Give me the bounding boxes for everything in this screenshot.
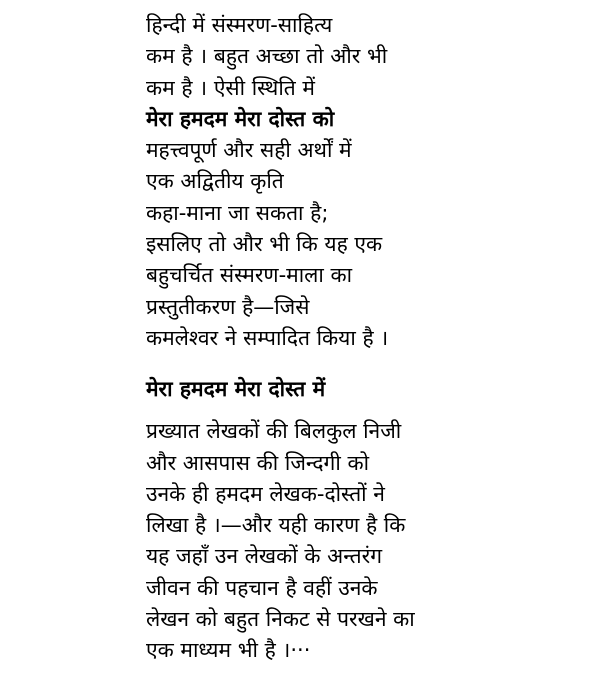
text-line: एक माध्यम भी है ।··· [146, 638, 311, 663]
text-line: लिखा है ।—और यही कारण है कि [146, 513, 406, 538]
text-line: कमलेश्वर ने सम्पादित किया है । [146, 325, 389, 350]
text-line: और आसपास की जिन्दगी को [146, 450, 370, 475]
text-line: कहा-माना जा सकता है; [146, 200, 329, 225]
text-line: कम है । ऐसी स्थिति में [146, 75, 315, 100]
text-line: लेखन को बहुत निकट से परखने का [146, 607, 415, 632]
text-line: प्रख्यात लेखकों की बिलकुल निजी [146, 419, 402, 444]
text-line: हिन्दी में संस्मरण-साहित्य [146, 13, 333, 37]
paragraph-2 [146, 374, 566, 667]
text-line: उनके ही हमदम लेखक-दोस्तों ने [146, 481, 385, 506]
heading-spacer [146, 405, 566, 416]
text-line: इसलिए तो और भी कि यह एक [146, 232, 383, 257]
text-line: एक अद्वितीय कृति [146, 169, 284, 194]
text-line: यह जहाँ उन लेखकों के अन्तरंग [146, 544, 383, 569]
text-line: जीवन की पहचान है वहीं उनके [146, 575, 378, 600]
text-line: कम है । बहुत अच्छा तो और भी [146, 44, 388, 69]
text-line: महत्त्वपूर्ण और सही अर्थों में [146, 138, 352, 163]
book-title-line: मेरा हमदम मेरा दोस्त को [146, 106, 335, 131]
paragraph-1 [146, 10, 566, 354]
section-heading: मेरा हमदम मेरा दोस्त में [146, 377, 326, 401]
text-line: बहुचर्चित संस्मरण-माला का [146, 263, 353, 288]
text-line: प्रस्तुतीकरण है—जिसे [146, 294, 310, 319]
